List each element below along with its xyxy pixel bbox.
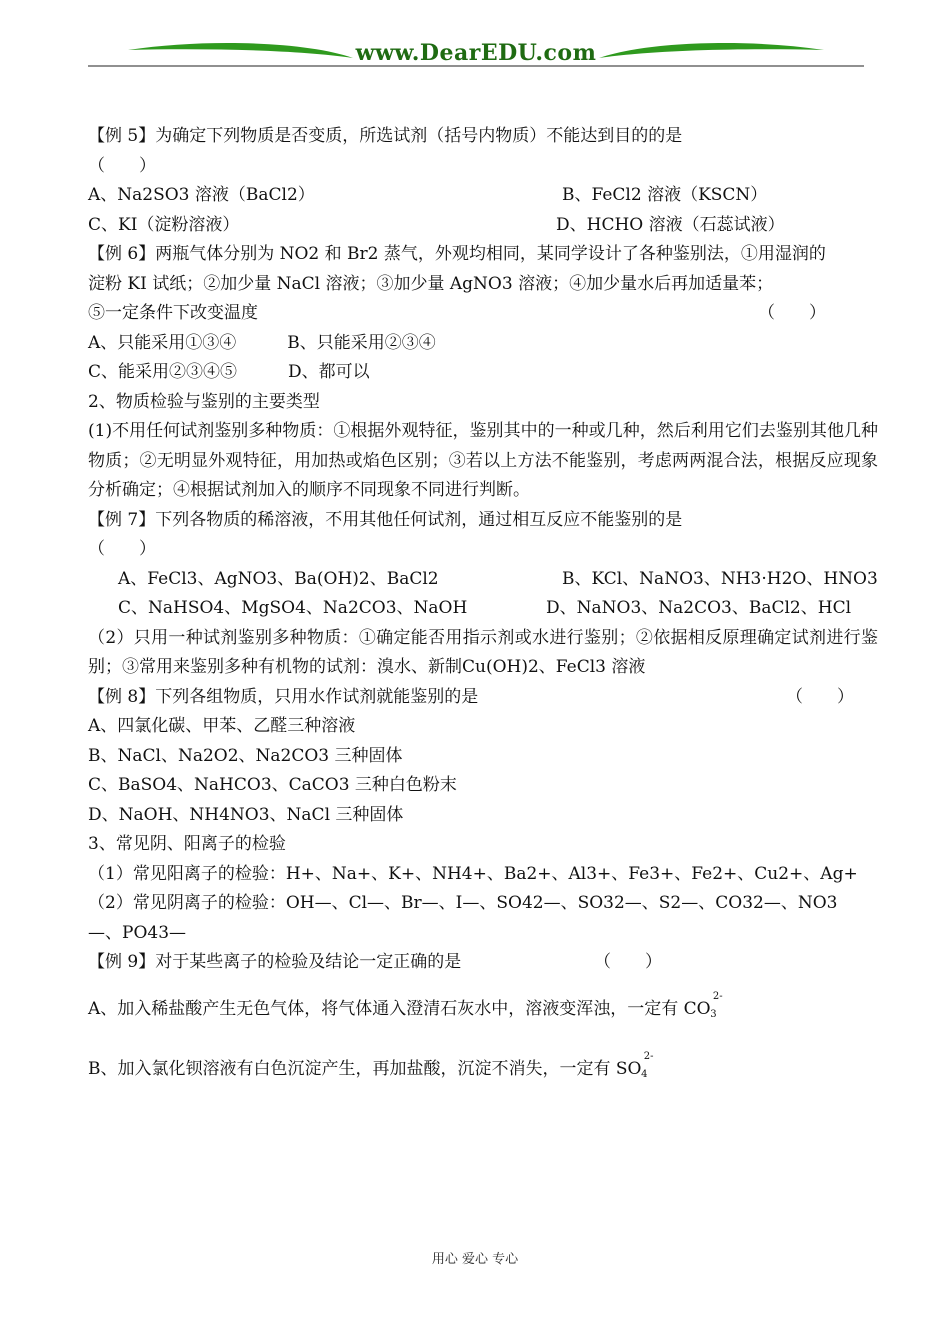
- ex9-option-b-body: [88, 1046, 654, 1092]
- ex6-options-cd: C、能采用②③④⑤ D、都可以: [88, 362, 370, 382]
- carbonate-subscript: 3: [710, 1008, 717, 1020]
- ex9-option-b-text: B、加入氯化钡溶液有白色沉淀产生，再加盐酸，沉淀不消失，一定有 SO: [88, 1058, 642, 1079]
- ex9-option-b: [88, 1046, 878, 1092]
- cation-tests: （1）常见阳离子的检验：H+、Na+、K+、NH4+、Ba2+、Al3+、Fe3+、Fe2+、Cu2+、Ag+: [88, 863, 858, 884]
- site-logo-text: www.DearEDU.com: [355, 40, 597, 66]
- carbonate-charge: 2-: [712, 990, 723, 1002]
- ex5-blank: （ ）: [88, 155, 156, 176]
- ex7-option-row: [88, 594, 878, 624]
- sulfate-subscript: 4: [641, 1068, 648, 1080]
- ex5-option-c: C、KI（淀粉溶液）: [88, 214, 240, 235]
- ex6-blank: （ ）: [758, 303, 826, 323]
- anion-tests-line1: （2）常见阴离子的检验：OH—、Cl—、Br—、I—、SO42—、SO32—、S2—、CO32—、NO3: [88, 893, 838, 913]
- ex8-option-c: C、BaSO4、NaHCO3、CaCO3 三种白色粉末: [88, 775, 457, 795]
- section-3-title: 3、常见阴、阳离子的检验: [88, 834, 286, 854]
- section-2-title: 2、物质检验与鉴别的主要类型: [88, 391, 320, 412]
- sulfate-charge: 2-: [643, 1050, 654, 1062]
- ex5-option-b: B、FeCl2 溶液（KSCN）: [562, 185, 768, 205]
- ex7-option-a: A、FeCl3、AgNO3、Ba(OH)2、BaCl2: [118, 568, 439, 589]
- ex5-option-a: A、Na2SO3 溶液（BaCl2）: [88, 185, 315, 205]
- document-body: [88, 122, 878, 1092]
- ex8-option-a: A、四氯化碳、甲苯、乙醛三种溶液: [88, 716, 356, 736]
- ex8-option-b: B、NaCl、Na2O2、Na2CO3 三种固体: [88, 745, 403, 766]
- ex6-method-5: ⑤一定条件下改变温度: [88, 303, 258, 323]
- ex7-option-row: [88, 565, 878, 595]
- section-2-paragraph-2: （2）只用一种试剂鉴别多种物质：①确定能否用指示剂或水进行鉴别；②依据相反原理确定试剂进行鉴别；③常用来鉴别多种有机物的试剂：溴水、新制Cu(OH)2、FeCl3 溶液: [88, 627, 878, 677]
- ex9-option-a-text: A、加入稀盐酸产生无色气体，将气体通入澄清石灰水中，溶液变浑浊，一定有 CO: [88, 998, 711, 1019]
- ex9-stem-row: [88, 948, 878, 978]
- ex7-option-b: B、KCl、NaNO3、NH3·H2O、HNO3: [562, 568, 878, 589]
- ex8-blank: （ ）: [786, 686, 854, 707]
- ex8-stem: 【例 8】下列各组物质，只用水作试剂就能鉴别的是: [88, 686, 479, 707]
- ex7-option-c: C、NaHSO4、MgSO4、Na2CO3、NaOH: [118, 598, 468, 618]
- page-footer: 用心 爱心 专心: [431, 1252, 519, 1267]
- ex6-stem-line2: 淀粉 KI 试纸；②加少量 NaCl 溶液；③加少量 AgNO3 溶液；④加少量水后再加适量苯；: [88, 273, 774, 294]
- ex5-stem: 【例 5】为确定下列物质是否变质，所选试剂（括号内物质）不能达到目的的是: [88, 126, 683, 146]
- ex9-blank: （ ）: [594, 952, 662, 972]
- ex7-option-d: D、NaNO3、Na2CO3、BaCl2、HCl: [546, 598, 852, 618]
- ex5-option-row: [88, 211, 878, 241]
- ex5-option-d: D、HCHO 溶液（石蕊试液）: [556, 214, 785, 235]
- ex5-option-row: [88, 181, 878, 211]
- ex6-stem-line1: 【例 6】两瓶气体分别为 NO2 和 Br2 蒸气，外观均相同，某同学设计了各种鉴别法，①用湿润的: [88, 244, 826, 264]
- ex7-stem: 【例 7】下列各物质的稀溶液，不用其他任何试剂，通过相互反应不能鉴别的是: [88, 509, 683, 530]
- ex9-option-a-body: [88, 986, 723, 1032]
- ex6-stem-line3: [88, 299, 878, 329]
- anion-tests-line2: —、PO43—: [88, 922, 187, 943]
- ex7-blank: （ ）: [88, 539, 156, 559]
- section-2-paragraph-1: (1)不用任何试剂鉴别多种物质：①根据外观特征，鉴别其中的一种或几种，然后利用它们去鉴别其他几种物质；②无明显外观特征，用加热或焰色区别；③若以上方法不能鉴别，考虑两两混合法，根据反应现象分析确定；④根据试剂加入的顺序不同现象不同进行判断。: [88, 421, 878, 500]
- ex8-stem-row: [88, 683, 878, 713]
- page-header: [88, 36, 864, 72]
- ex6-options-ab: A、只能采用①③④ B、只能采用②③④: [88, 332, 436, 353]
- ex9-stem: 【例 9】对于某些离子的检验及结论一定正确的是: [88, 952, 462, 972]
- ex8-option-d: D、NaOH、NH4NO3、NaCl 三种固体: [88, 804, 404, 825]
- ex9-option-a: [88, 986, 878, 1032]
